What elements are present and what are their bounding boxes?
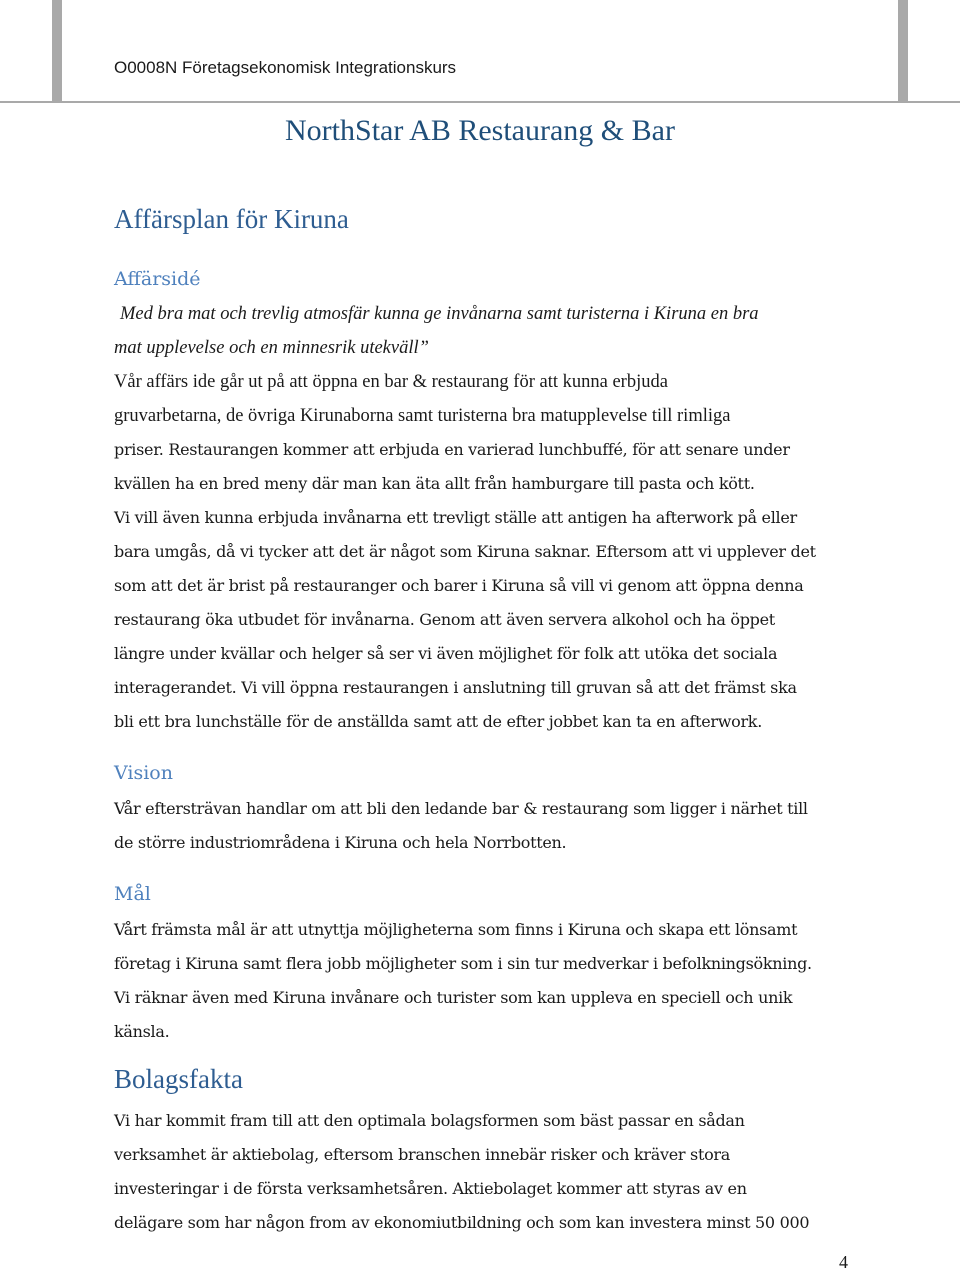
text-line: Vi vill även kunna erbjuda invånarna ett trevligt ställe att antigen ha afterwork på eller	[114, 508, 797, 527]
text-line: restaurang öka utbudet för invånarna. Genom att även servera alkohol och ha öppet	[114, 610, 775, 629]
text-line: kvällen ha en bred meny där man kan äta allt från hamburgare till pasta och kött.	[114, 474, 755, 493]
page-number: 4	[839, 1252, 848, 1272]
text-line: bara umgås, då vi tycker att det är något som Kiruna saknar. Eftersom att vi upplever det	[114, 542, 816, 561]
section-heading-affarsplan: Affärsplan för Kiruna	[114, 204, 349, 234]
text-line: verksamhet är aktiebolag, eftersom branschen innebär risker och kräver stora	[114, 1145, 730, 1164]
text-line: känsla.	[114, 1022, 170, 1041]
text-line: Vårt främsta mål är att utnyttja möjligheterna som finns i Kiruna och skapa ett lönsamt	[114, 920, 798, 939]
page-header-frame	[52, 0, 908, 102]
text-line: som att det är brist på restauranger och barer i Kiruna så vill vi genom att öppna denna	[114, 576, 804, 595]
text-line: interagerandet. Vi vill öppna restaurangen i anslutning till gruvan så att det främst ska	[114, 678, 797, 697]
text-line: Vår eftersträvan handlar om att bli den ledande bar & restaurang som ligger i närhet till	[114, 799, 808, 818]
text-line: Vi räknar även med Kiruna invånare och turister som kan uppleva en speciell och unik	[114, 988, 793, 1007]
text-line: Vi har kommit fram till att den optimala bolagsformen som bäst passar en sådan	[114, 1111, 745, 1130]
mal-paragraph	[114, 913, 854, 1049]
section-heading-bolagsfakta: Bolagsfakta	[114, 1064, 243, 1094]
text-line: Vår affärs ide går ut på att öppna en bar & restaurang för att kunna erbjuda	[114, 372, 668, 392]
quote-line: mat upplevelse och en minnesrik utekväll”	[114, 338, 429, 358]
text-line: bli ett bra lunchställe för de anställda samt att de efter jobbet kan ta en afterwork.	[114, 712, 762, 731]
subheading-mal: Mål	[114, 883, 151, 905]
text-line: längre under kvällar och helger så ser vi även möjlighet för folk att utöka det sociala	[114, 644, 778, 663]
text-line: priser. Restaurangen kommer att erbjuda en varierad lunchbuffé, för att senare under	[114, 440, 790, 459]
subheading-vision: Vision	[114, 762, 173, 784]
text-line: de större industriområdena i Kiruna och hela Norrbotten.	[114, 833, 567, 852]
text-line: gruvarbetarna, de övriga Kirunaborna samt turisterna bra matupplevelse till rimliga	[114, 406, 731, 426]
text-line: delägare som har någon from av ekonomiutbildning och som kan investera minst 50 000	[114, 1213, 810, 1232]
text-line: företag i Kiruna samt flera jobb möjligheter som i sin tur medverkar i befolkningsökning.	[114, 954, 812, 973]
subheading-affarside: Affärsidé	[114, 268, 201, 290]
header-divider	[0, 101, 960, 103]
affarside-paragraph	[114, 297, 854, 739]
quote-line: Med bra mat och trevlig atmosfär kunna ge invånarna samt turisterna i Kiruna en bra	[120, 304, 759, 324]
course-header: O0008N Företagsekonomisk Integrationskurs	[114, 58, 457, 77]
text-line: investeringar i de första verksamhetsåren. Aktiebolaget kommer att styras av en	[114, 1179, 747, 1198]
bolagsfakta-paragraph	[114, 1104, 854, 1240]
document-title: NorthStar AB Restaurang & Bar	[285, 114, 675, 147]
vision-paragraph	[114, 792, 854, 860]
